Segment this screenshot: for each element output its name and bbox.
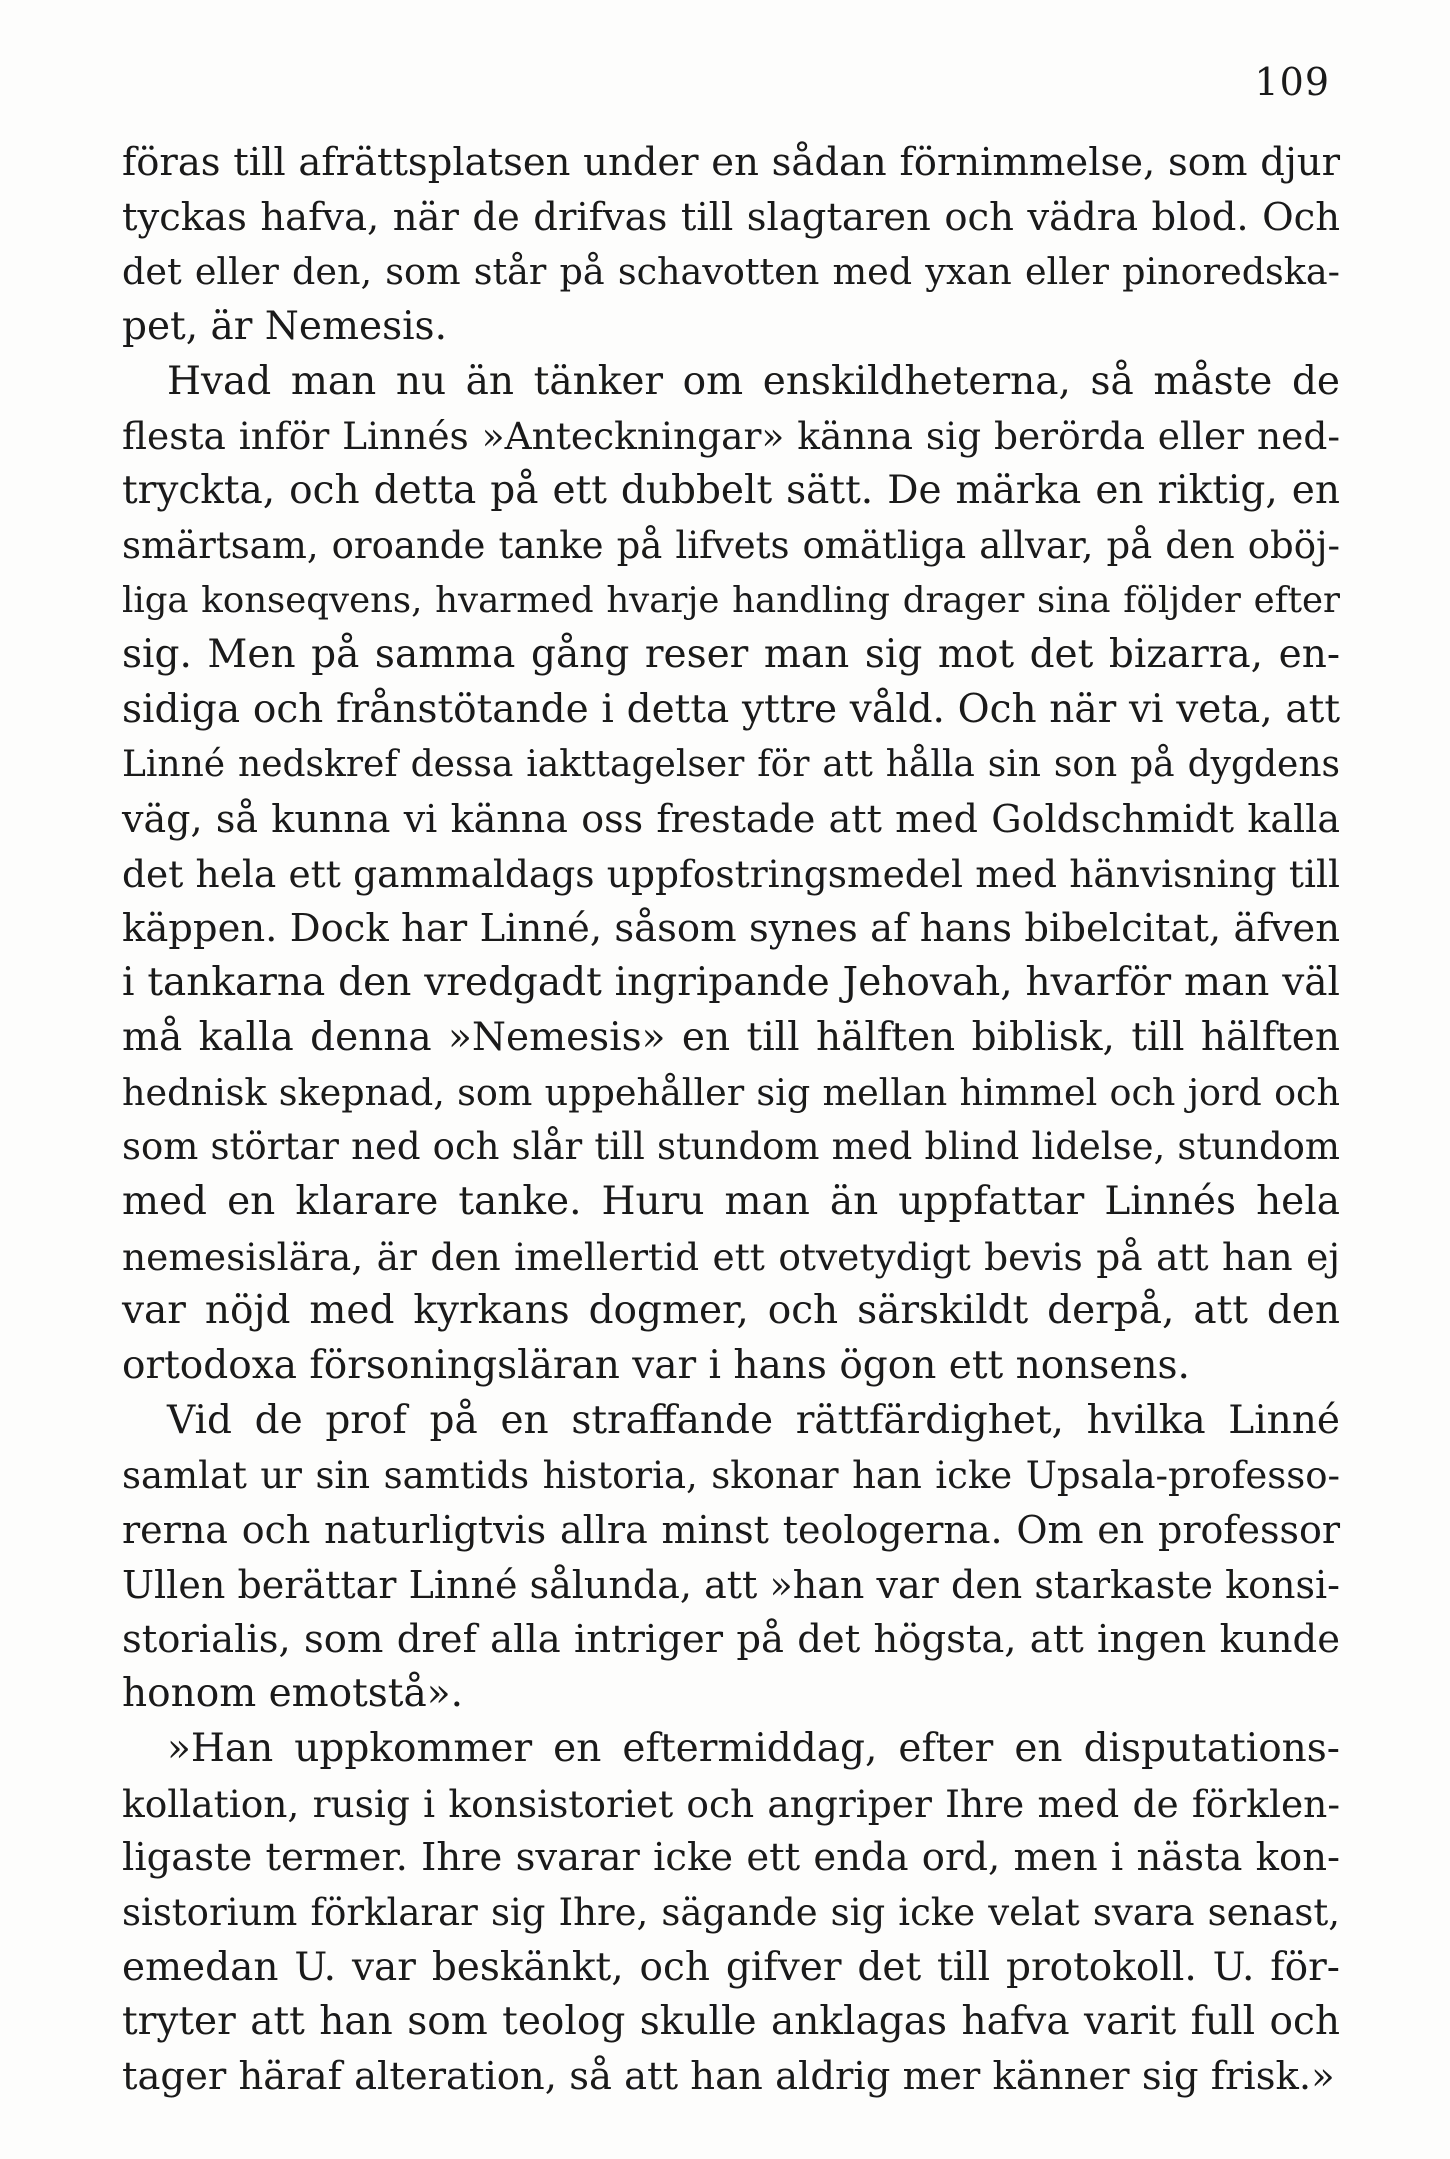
text-line: käppen. Dock har Linné, såsom synes af hans bibelcitat, äfven — [122, 905, 1340, 951]
text-line: Linné nedskref dessa iakttagelser för att hålla sin son på dygdens — [122, 743, 1340, 785]
text-line: sidiga och frånstötande i detta yttre våld. Och när vi veta, att — [122, 686, 1340, 732]
text-line: som störtar ned och slår till stundom med blind lidelse, stundom — [122, 1125, 1340, 1169]
text-line: Vid de prof på en straffande rättfärdighet, hvilka Linné — [167, 1397, 1340, 1443]
text-line: emedan U. var beskänkt, och gifver det till protokoll. U. för- — [122, 1944, 1340, 1990]
text-line: sig. Men på samma gång reser man sig mot det bizarra, en- — [122, 632, 1340, 678]
text-line: det hela ett gammaldags uppfostringsmedel med hänvisning till — [122, 851, 1340, 896]
text-line: må kalla denna »Nemesis» en till hälften biblisk, till hälften — [122, 1015, 1340, 1060]
text-line: var nöjd med kyrkans dogmer, och särskildt derpå, att den — [122, 1288, 1340, 1334]
text-line: tryckta, och detta på ett dubbelt sätt. De märka en riktig, en — [122, 468, 1340, 514]
text-line: Ullen berättar Linné sålunda, att »han var den starkaste konsi- — [122, 1562, 1340, 1607]
text-line: med en klarare tanke. Huru man än uppfattar Linnés hela — [122, 1179, 1340, 1225]
text-line: ortodoxa försoningsläran var i hans ögon ett nonsens. — [122, 1343, 1190, 1389]
body-text — [122, 136, 1340, 2105]
text-line: tyckas hafva, när de drifvas till slagtaren och vädra blod. Och — [122, 194, 1340, 240]
text-line: väg, så kunna vi känna oss frestade att med Goldschmidt kalla — [122, 797, 1340, 842]
text-line: pet, är Nemesis. — [122, 304, 447, 350]
text-line: rerna och naturligtvis allra minst teologerna. Om en professor — [122, 1508, 1340, 1553]
text-line: sistorium förklarar sig Ihre, sägande sig icke velat svara senast, — [122, 1891, 1340, 1934]
text-line: flesta inför Linnés »Anteckningar» känna sig berörda eller ned- — [122, 414, 1340, 459]
text-line: liga konseqvens, hvarmed hvarje handling drager sina följder efter — [122, 579, 1340, 621]
text-line: smärtsam, oroande tanke på lifvets omätliga allvar, på den oböj- — [122, 523, 1340, 567]
text-line: i tankarna den vredgadt ingripande Jehovah, hvarför man väl — [122, 960, 1340, 1006]
text-line: honom emotstå». — [122, 1671, 463, 1717]
text-line: tryter att han som teolog skulle anklagas hafva varit full och — [122, 1999, 1340, 2045]
text-line: storialis, som dref alla intriger på det högsta, att ingen kunde — [122, 1616, 1340, 1662]
text-line: Hvad man nu än tänker om enskildheterna, så måste de — [167, 358, 1340, 404]
text-line: ligaste termer. Ihre svarar icke ett enda ord, men i nästa kon- — [122, 1835, 1340, 1881]
text-line: tager häraf alteration, så att han aldrig mer känner sig frisk.» — [122, 2054, 1335, 2100]
text-line: nemesislära, är den imellertid ett otvetydigt bevis på att han ej — [122, 1234, 1340, 1279]
page-number: 109 — [1254, 60, 1330, 104]
text-line: hednisk skepnad, som uppehåller sig mellan himmel och jord och — [122, 1070, 1340, 1114]
text-line: samlat ur sin samtids historia, skonar han icke Upsala-professo- — [122, 1453, 1340, 1497]
text-line: »Han uppkommer en eftermiddag, efter en disputations- — [167, 1725, 1340, 1771]
text-line: det eller den, som står på schavotten med yxan eller pinoredska- — [122, 250, 1340, 294]
text-line: kollation, rusig i konsistoriet och angriper Ihre med de förklen- — [122, 1781, 1340, 1826]
text-line: föras till afrättsplatsen under en sådan förnimmelse, som djur — [122, 140, 1340, 185]
